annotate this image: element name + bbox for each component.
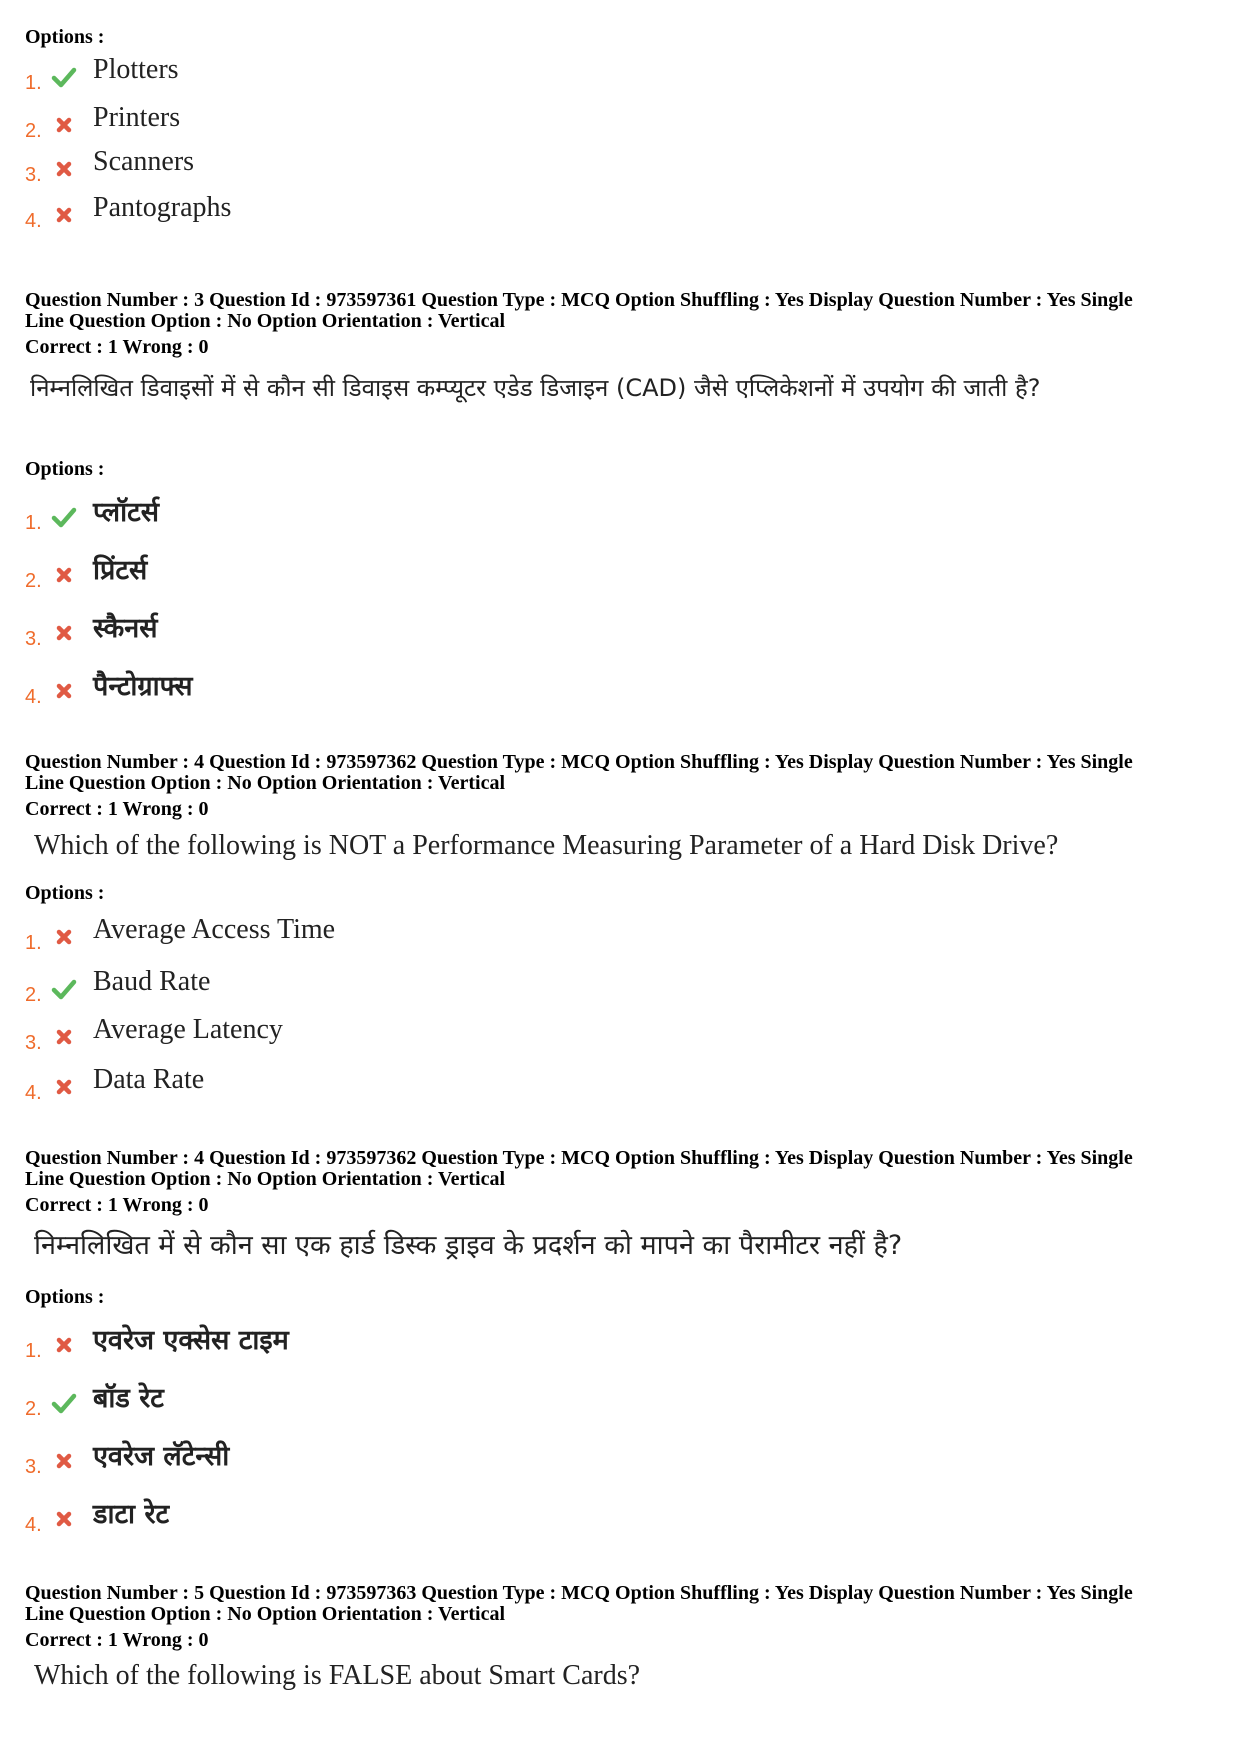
options-list [25, 50, 625, 236]
option-number: 1. [25, 1340, 42, 1362]
option-number: 4. [25, 1082, 42, 1104]
cross-icon [51, 678, 77, 704]
option-item [25, 664, 625, 722]
question-meta [25, 290, 1215, 358]
question-text: Which of the following is FALSE about Smart Cards? [34, 1660, 641, 1691]
options-label: Options : [25, 1286, 105, 1308]
question-text: निम्नलिखित में से कौन सा एक हार्ड डिस्क ड्राइव के प्रदर्शन को मापने का पैरामीटर नहीं है? [34, 1230, 903, 1261]
option-item [25, 548, 625, 606]
option-text: एवरेज लॅटेन्सी [93, 1441, 230, 1472]
question-meta [25, 752, 1215, 820]
correct-wrong-marks: Correct : 1 Wrong : 0 [25, 1194, 209, 1216]
question-meta-line: Line Question Option : No Option Orientation : Vertical [25, 772, 506, 794]
options-label: Options : [25, 26, 105, 48]
option-item [25, 1010, 625, 1060]
option-number: 3. [25, 628, 42, 650]
option-text: Plotters [93, 54, 179, 85]
options-list [25, 490, 625, 722]
question-meta-line: Question Number : 4 Question Id : 973597362 Question Type : MCQ Option Shuffling : Yes Display Question Number : Yes Single [25, 1147, 1133, 1169]
option-item [25, 50, 625, 98]
option-text: Data Rate [93, 1064, 205, 1095]
question-meta-line: Question Number : 5 Question Id : 973597363 Question Type : MCQ Option Shuffling : Yes Display Question Number : Yes Single [25, 1582, 1133, 1604]
option-number: 2. [25, 570, 42, 592]
option-text: एवरेज एक्सेस टाइम [93, 1325, 289, 1356]
cross-icon [51, 1332, 77, 1358]
check-icon [51, 504, 77, 530]
option-item [25, 1434, 625, 1492]
question-meta [25, 1148, 1215, 1216]
option-text: Pantographs [93, 192, 232, 223]
correct-wrong-marks: Correct : 1 Wrong : 0 [25, 1629, 209, 1651]
option-text: पैन्टोग्राफ्स [93, 671, 193, 702]
options-list [25, 1318, 625, 1550]
option-item [25, 1492, 625, 1550]
question-meta-line: Line Question Option : No Option Orientation : Vertical [25, 1603, 506, 1625]
correct-wrong-marks: Correct : 1 Wrong : 0 [25, 336, 209, 358]
option-item [25, 490, 625, 548]
option-number: 3. [25, 1032, 42, 1054]
question-meta-line: Line Question Option : No Option Orientation : Vertical [25, 310, 506, 332]
option-text: प्लॉटर्स [93, 497, 159, 528]
option-text: Printers [93, 102, 181, 133]
question-text: Which of the following is NOT a Performance Measuring Parameter of a Hard Disk Drive? [34, 830, 1059, 861]
option-number: 2. [25, 120, 42, 142]
cross-icon [51, 1074, 77, 1100]
correct-wrong-marks: Correct : 1 Wrong : 0 [25, 798, 209, 820]
cross-icon [51, 1448, 77, 1474]
cross-icon [51, 1024, 77, 1050]
question-meta [25, 1583, 1215, 1651]
cross-icon [51, 620, 77, 646]
question-meta-line: Question Number : 4 Question Id : 973597362 Question Type : MCQ Option Shuffling : Yes Display Question Number : Yes Single [25, 751, 1133, 773]
cross-icon [51, 156, 77, 182]
cross-icon [51, 562, 77, 588]
cross-icon [51, 924, 77, 950]
option-number: 2. [25, 984, 42, 1006]
option-number: 1. [25, 72, 42, 94]
check-icon [51, 976, 77, 1002]
option-number: 4. [25, 686, 42, 708]
option-number: 3. [25, 1456, 42, 1478]
cross-icon [51, 1506, 77, 1532]
option-number: 1. [25, 512, 42, 534]
cross-icon [51, 202, 77, 228]
question-text: निम्नलिखित डिवाइसों में से कौन सी डिवाइस कम्प्यूटर एडेड डिजाइन (CAD) जैसे एप्लिकेशनों में उपयोग की जाती है? [30, 374, 1041, 402]
option-item [25, 188, 625, 236]
option-text: बॉड रेट [93, 1383, 164, 1414]
option-text: Baud Rate [93, 966, 211, 997]
option-item [25, 606, 625, 664]
option-item [25, 1376, 625, 1434]
option-number: 3. [25, 164, 42, 186]
option-number: 2. [25, 1398, 42, 1420]
option-text: प्रिंटर्स [93, 555, 148, 586]
option-item [25, 1060, 625, 1108]
option-number: 4. [25, 1514, 42, 1536]
check-icon [51, 1390, 77, 1416]
option-number: 1. [25, 932, 42, 954]
question-meta-line: Question Number : 3 Question Id : 973597361 Question Type : MCQ Option Shuffling : Yes Display Question Number : Yes Single [25, 289, 1133, 311]
options-label: Options : [25, 458, 105, 480]
option-text: Average Latency [93, 1014, 283, 1045]
options-label: Options : [25, 882, 105, 904]
option-item [25, 1318, 625, 1376]
option-text: Scanners [93, 146, 195, 177]
option-item [25, 962, 625, 1010]
check-icon [51, 64, 77, 90]
option-text: स्कैनर्स [93, 613, 158, 644]
option-text: डाटा रेट [93, 1499, 170, 1530]
options-list [25, 910, 625, 1108]
option-item [25, 910, 625, 962]
options-section [25, 26, 104, 48]
option-item [25, 142, 625, 188]
option-text: Average Access Time [93, 914, 336, 945]
question-meta-line: Line Question Option : No Option Orientation : Vertical [25, 1168, 506, 1190]
cross-icon [51, 112, 77, 138]
option-number: 4. [25, 210, 42, 232]
option-item [25, 98, 625, 142]
